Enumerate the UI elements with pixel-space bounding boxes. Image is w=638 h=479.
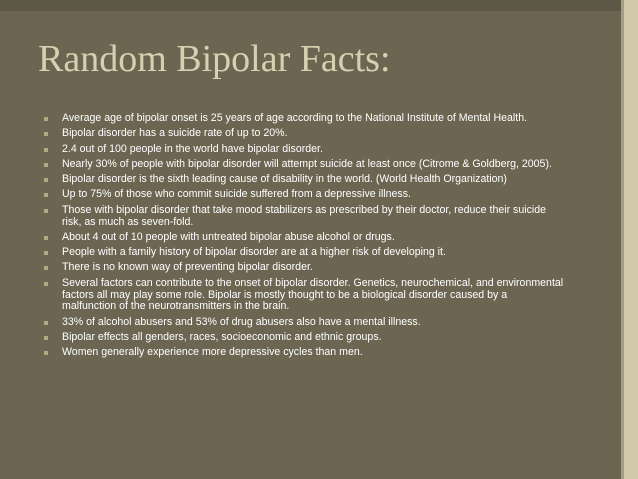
bullet-icon [44, 236, 48, 240]
fact-text: Average age of bipolar onset is 25 years of age according to the National Institute of Mental Health. [62, 112, 528, 124]
fact-item [44, 232, 564, 244]
fact-item [44, 347, 564, 359]
fact-item [44, 332, 564, 344]
fact-text: Bipolar effects all genders, races, socioeconomic and ethnic groups. [62, 330, 382, 343]
fact-text: Several factors can contribute to the onset of bipolar disorder. Genetics, neurochemical, and environmental factors all may play some role. Bipolar is mostly thought to be a biological disorder caused by a malfunction of the neurotransmitters in the brain. [62, 276, 564, 313]
bullet-icon [44, 178, 48, 182]
fact-text: Up to 75% of those who commit suicide suffered from a depressive illness. [62, 188, 411, 201]
bullet-icon [44, 163, 48, 167]
bullet-icon [44, 209, 48, 213]
fact-item [44, 174, 564, 186]
facts-list [44, 113, 564, 363]
fact-text: Nearly 30% of people with bipolar disorder will attempt suicide at least once (Citrome & Goldberg, 2005). [62, 157, 552, 170]
fact-item [44, 205, 564, 229]
fact-item [44, 159, 564, 171]
fact-text: There is no known way of preventing bipolar disorder. [62, 261, 313, 274]
fact-item [44, 113, 564, 125]
bullet-icon [44, 148, 48, 152]
fact-item [44, 317, 564, 329]
bullet-icon [44, 351, 48, 355]
fact-item [44, 144, 564, 156]
bullet-icon [44, 117, 48, 121]
fact-item [44, 262, 564, 274]
fact-item [44, 189, 564, 201]
fact-item [44, 128, 564, 140]
fact-text: Those with bipolar disorder that take mood stabilizers as prescribed by their doctor, reduce their suicide risk, as much as seven-fold. [62, 203, 547, 228]
bullet-icon [44, 266, 48, 270]
fact-item [44, 278, 564, 313]
top-stripe [0, 0, 621, 11]
bullet-icon [44, 132, 48, 136]
bullet-icon [44, 321, 48, 325]
right-accent-bar [621, 0, 638, 479]
slide-title: Random Bipolar Facts: [38, 38, 391, 80]
fact-text: About 4 out of 10 people with untreated bipolar abuse alcohol or drugs. [62, 230, 395, 243]
fact-text: Bipolar disorder is the sixth leading cause of disability in the world. (World Health Organization) [62, 173, 507, 186]
fact-text: Women generally experience more depressive cycles than men. [62, 346, 363, 359]
fact-text: 2.4 out of 100 people in the world have bipolar disorder. [62, 142, 323, 155]
bullet-icon [44, 251, 48, 255]
bullet-icon [44, 193, 48, 197]
fact-text: 33% of alcohol abusers and 53% of drug abusers also have a mental illness. [62, 315, 421, 328]
fact-text: Bipolar disorder has a suicide rate of up to 20%. [62, 127, 288, 140]
fact-item [44, 247, 564, 259]
bullet-icon [44, 336, 48, 340]
fact-text: People with a family history of bipolar disorder are at a higher risk of developing it. [62, 246, 446, 259]
bullet-icon [44, 282, 48, 286]
